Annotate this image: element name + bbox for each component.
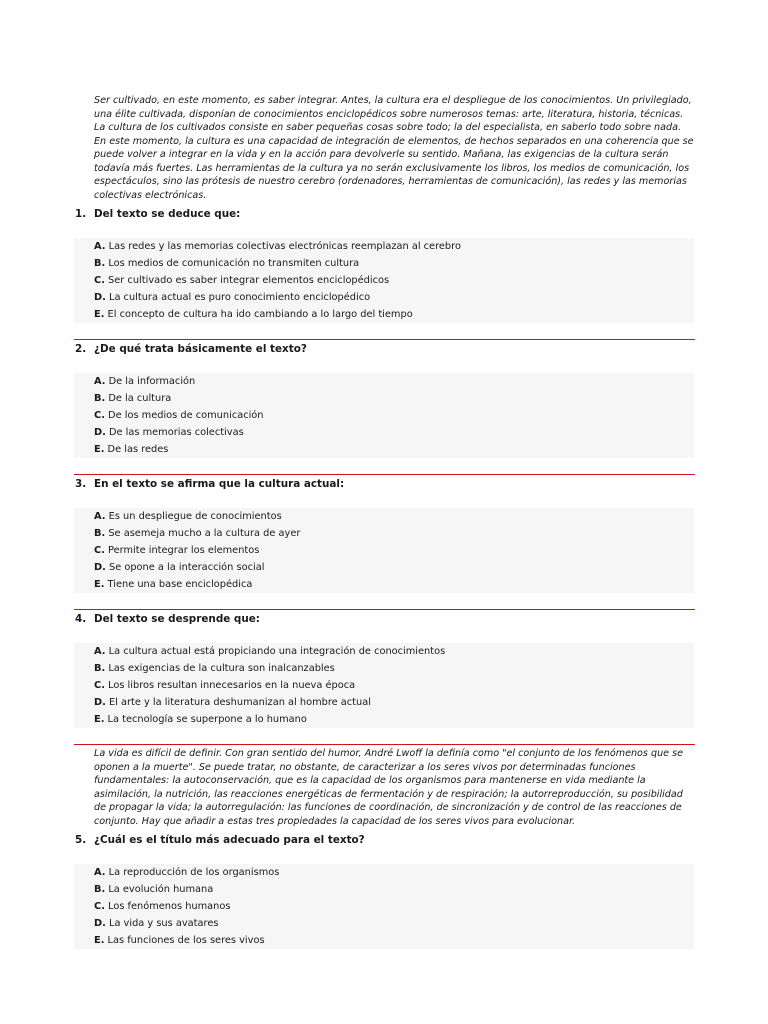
option-text: El arte y la literatura deshumanizan al hombre actual [108,697,371,708]
option-text: Las funciones de los seres vivos [107,935,265,946]
option-text: El concepto de cultura ha ido cambiando a lo largo del tiempo [107,309,413,320]
option-c[interactable] [74,407,694,424]
question-5-options [74,864,694,949]
option-text: La cultura actual es puro conocimiento enciclopédico [108,292,371,303]
option-text: De la información [108,376,196,387]
question-number: 2. [75,343,87,355]
question-4-title [75,612,260,626]
option-c[interactable] [74,898,694,915]
option-d[interactable] [74,559,694,576]
option-letter: D. [94,562,106,573]
option-e[interactable] [74,441,694,458]
option-e[interactable] [74,576,694,593]
option-text: Es un despliegue de conocimientos [108,511,282,522]
option-text: La vida y sus avatares [108,918,219,929]
option-letter: D. [94,427,106,438]
option-letter: A. [94,376,106,387]
option-letter: C. [94,410,105,421]
option-b[interactable] [74,525,694,542]
question-1-options [74,238,694,323]
option-letter: B. [94,258,106,269]
section-divider [74,609,695,610]
option-text: Las exigencias de la cultura son inalcanzables [108,663,335,674]
option-letter: A. [94,646,106,657]
option-letter: D. [94,918,106,929]
option-letter: E. [94,579,105,590]
question-text: En el texto se afirma que la cultura actual: [94,478,345,490]
option-letter: B. [94,393,106,404]
option-d[interactable] [74,694,694,711]
question-2-title [75,342,307,356]
question-number: 1. [75,208,87,220]
option-a[interactable] [74,508,694,525]
option-letter: A. [94,241,106,252]
section-divider [74,339,695,340]
option-text: De las redes [107,444,169,455]
option-letter: A. [94,511,106,522]
section-divider [74,744,695,745]
question-number: 3. [75,478,87,490]
section-divider [74,474,695,475]
option-text: Los fenómenos humanos [108,901,231,912]
question-5-title [75,833,365,847]
option-text: Ser cultivado es saber integrar elementos enciclopédicos [108,275,390,286]
option-letter: E. [94,444,105,455]
option-letter: C. [94,680,105,691]
option-letter: A. [94,867,106,878]
question-text: ¿De qué trata básicamente el texto? [94,343,307,355]
option-d[interactable] [74,424,694,441]
option-letter: E. [94,714,105,725]
question-2-options [74,373,694,458]
option-letter: D. [94,697,106,708]
option-text: Permite integrar los elementos [108,545,260,556]
question-1-title [75,207,240,221]
option-a[interactable] [74,373,694,390]
option-d[interactable] [74,289,694,306]
question-text: Del texto se desprende que: [94,613,260,625]
option-e[interactable] [74,306,694,323]
question-number: 5. [75,834,87,846]
option-b[interactable] [74,881,694,898]
question-4-options [74,643,694,728]
option-text: La evolución humana [108,884,214,895]
question-text: ¿Cuál es el título más adecuado para el texto? [94,834,365,846]
option-letter: B. [94,884,106,895]
option-text: Se asemeja mucho a la cultura de ayer [108,528,301,539]
option-text: Tiene una base enciclopédica [107,579,253,590]
option-b[interactable] [74,255,694,272]
reading-passage-2: La vida es difícil de definir. Con gran sentido del humor, André Lwoff la definía como "el conjunto de los fenómenos que se oponen a la muerte". Se puede tratar, no obstante, de caracterizar a los seres vivos por determinadas funciones fundamentales: la autoconservación, que es la capacidad de los organismos para mantenerse en vida mediante la asimilación, la nutrición, las reacciones energéticas de fermentación y de respiración; la autorreproducción, su posibilidad de propagar la vida; la autorregulación: las funciones de coordinación, de sincronización y de control de las reacciones de conjunto. Hay que añadir a estas tres propiedades la capacidad de los seres vivos para evolucionar. [94,748,683,827]
option-text: Las redes y las memorias colectivas electrónicas reemplazan al cerebro [108,241,461,252]
option-letter: D. [94,292,106,303]
option-letter: B. [94,528,106,539]
option-a[interactable] [74,238,694,255]
option-text: La tecnología se superpone a lo humano [107,714,307,725]
question-text: Del texto se deduce que: [94,208,241,220]
option-text: Los libros resultan innecesarios en la nueva época [108,680,356,691]
option-letter: E. [94,309,105,320]
question-number: 4. [75,613,87,625]
option-c[interactable] [74,677,694,694]
option-text: Los medios de comunicación no transmiten cultura [108,258,360,269]
option-b[interactable] [74,390,694,407]
question-3-title [75,477,344,491]
option-c[interactable] [74,542,694,559]
reading-passage-1: Ser cultivado, en este momento, es saber integrar. Antes, la cultura era el despliegue de los conocimientos. Un privilegiado, una élite cultivada, disponían de conocimientos enciclopédicos sobre numerosos temas: arte, literatura, historia, técnicas. La cultura de los cultivados consiste en saber pequeñas cosas sobre todo; la del especialista, en saberlo todo sobre nada. En este momento, la cultura es una capacidad de integración de elementos, de hechos separados en una coherencia que se puede volver a integrar en la vida y en la acción para devolverle su sentido. Mañana, las exigencias de la cultura serán todavía más fuertes. Las herramientas de la cultura ya no serán exclusivamente los libros, los medios de comunicación, los espectáculos, sino las prótesis de nuestro cerebro (ordenadores, herramientas de comunicación), las redes y las memorias colectivas electrónicas. [94,95,694,201]
option-letter: C. [94,545,105,556]
option-e[interactable] [74,711,694,728]
option-letter: C. [94,275,105,286]
option-text: De las memorias colectivas [108,427,244,438]
option-a[interactable] [74,864,694,881]
question-3-options [74,508,694,593]
option-text: La cultura actual está propiciando una integración de conocimientos [108,646,446,657]
option-letter: E. [94,935,105,946]
option-c[interactable] [74,272,694,289]
option-a[interactable] [74,643,694,660]
option-b[interactable] [74,660,694,677]
option-text: De los medios de comunicación [108,410,264,421]
option-d[interactable] [74,915,694,932]
option-text: Se opone a la interacción social [108,562,265,573]
option-letter: B. [94,663,106,674]
option-text: La reproducción de los organismos [108,867,280,878]
option-text: De la cultura [108,393,172,404]
option-e[interactable] [74,932,694,949]
option-letter: C. [94,901,105,912]
